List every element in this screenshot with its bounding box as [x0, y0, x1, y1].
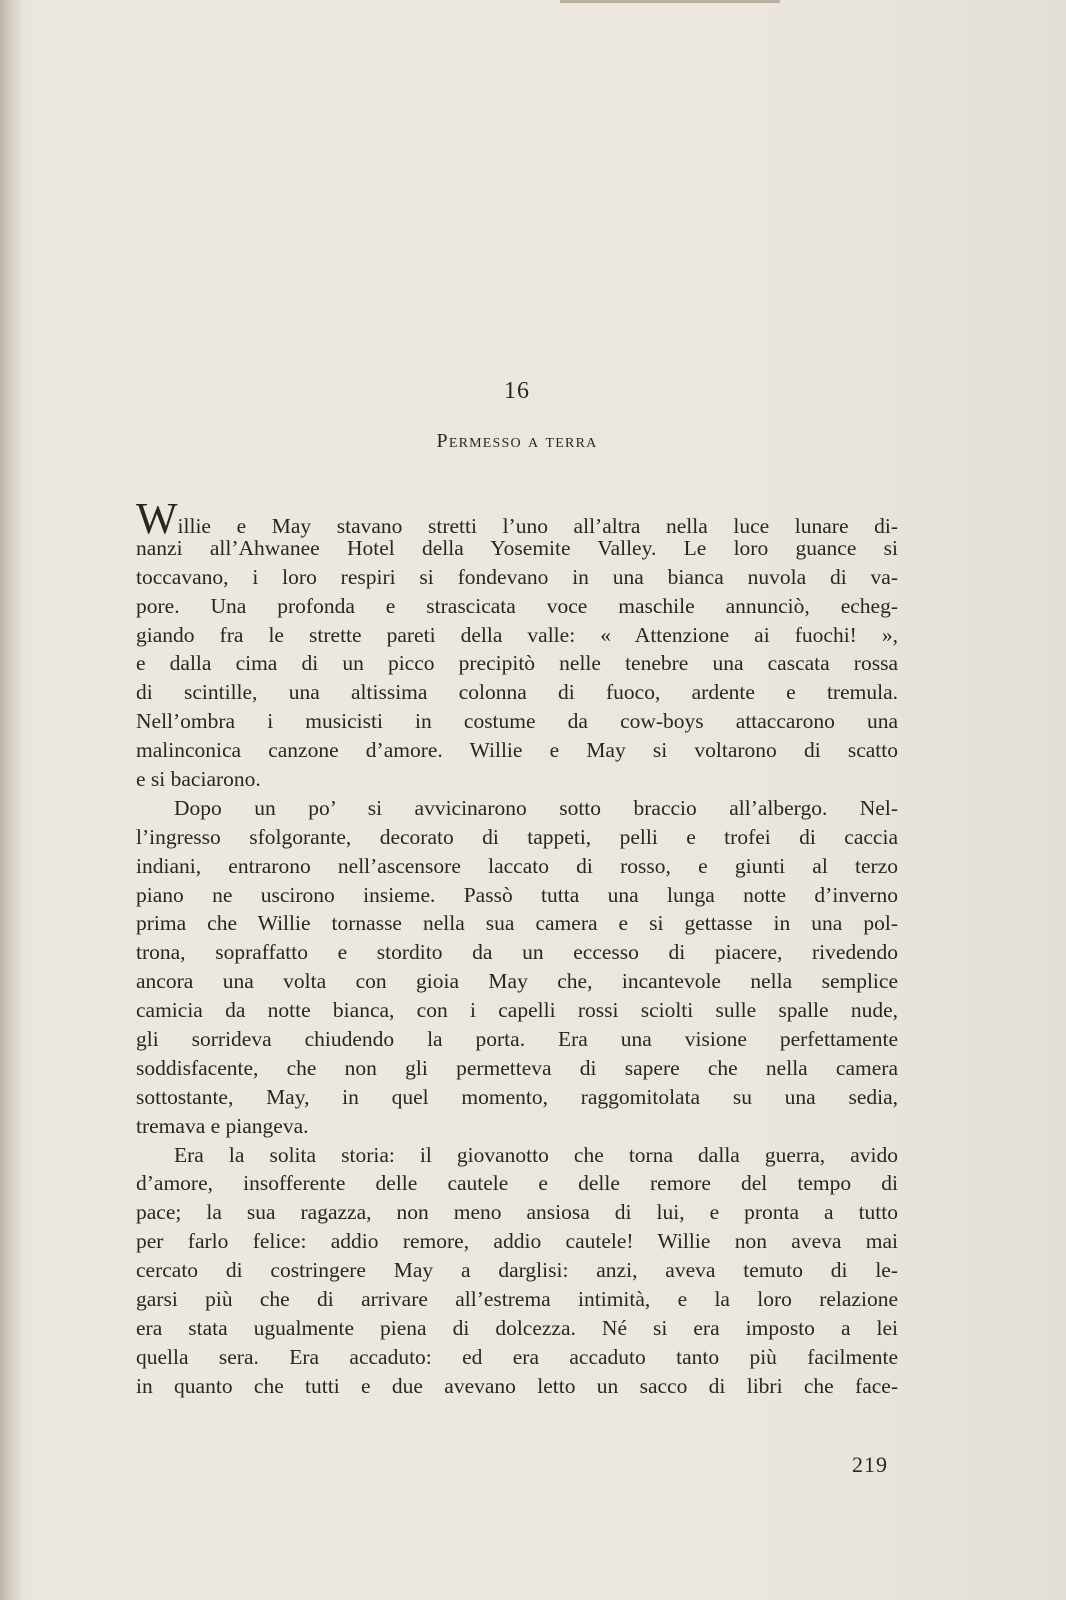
text-line: nanzi all’Ahwanee Hotel della Yosemite Valley. Le loro guance si [136, 535, 898, 560]
text-line: malinconica canzone d’amore. Willie e May si voltarono di scatto [136, 738, 898, 763]
text-line: e si baciarono. [136, 767, 261, 792]
text-line: pace; la sua ragazza, non meno ansiosa di lui, e pronta a tutto [136, 1200, 898, 1225]
page-top-edge [560, 0, 780, 3]
text-line: l’ingresso sfolgorante, decorato di tappeti, pelli e trofei di caccia [136, 824, 898, 849]
text-line: di scintille, una altissima colonna di fuoco, ardente e tremula. [136, 680, 898, 705]
text-line: cercato di costringere May a darglisi: anzi, aveva temuto di le- [136, 1258, 898, 1283]
text-line: piano ne uscirono insieme. Passò tutta una lunga notte d’inverno [136, 882, 898, 907]
text-line: sottostante, May, in quel momento, raggomitolata su una sedia, [136, 1084, 898, 1109]
chapter-number: 16 [504, 378, 530, 404]
text-line: toccavano, i loro respiri si fondevano in una bianca nuvola di va- [136, 564, 898, 589]
text-line: soddisfacente, che non gli permetteva di sapere che nella camera [136, 1055, 898, 1080]
text-line: Nell’ombra i musicisti in costume da cow-boys attaccarono una [136, 709, 898, 734]
text-line: trona, sopraffatto e stordito da un eccesso di piacere, rivedendo [136, 940, 898, 965]
text-line: e dalla cima di un picco precipitò nelle tenebre una cascata rossa [136, 651, 898, 676]
page-number: 219 [852, 1452, 888, 1477]
page-binding-shadow [0, 0, 22, 1600]
text-line: indiani, entrarono nell’ascensore laccato di rosso, e giunti al terzo [136, 853, 898, 878]
text-line: Era la solita storia: il giovanotto che torna dalla guerra, avido [174, 1142, 898, 1167]
text-line: d’amore, insofferente delle cautele e delle remore del tempo di [136, 1171, 898, 1196]
text-line: prima che Willie tornasse nella sua camera e si gettasse in una pol- [136, 911, 898, 936]
body-text [136, 494, 898, 1401]
text-line [136, 494, 898, 543]
text-line: tremava e piangeva. [136, 1113, 309, 1138]
text-line: per farlo felice: addio remore, addio cautele! Willie non aveva mai [136, 1229, 898, 1254]
drop-cap: W [136, 494, 178, 543]
text-line-content: illie e May stavano stretti l’uno all’altra nella luce lunare di- [177, 514, 898, 538]
text-line: giando fra le strette pareti della valle: « Attenzione ai fuochi! », [136, 622, 898, 647]
text-line: ancora una volta con gioia May che, incantevole nella semplice [136, 969, 898, 994]
text-line: Dopo un po’ si avvicinarono sotto braccio all’albergo. Nel- [174, 795, 898, 820]
text-line: pore. Una profonda e strascicata voce maschile annunciò, echeg- [136, 593, 898, 618]
text-line: garsi più che di arrivare all’estrema intimità, e la loro relazione [136, 1287, 898, 1312]
text-line: in quanto che tutti e due avevano letto un sacco di libri che face- [136, 1373, 898, 1398]
text-line: era stata ugualmente piena di dolcezza. Né si era imposto a lei [136, 1315, 898, 1340]
text-line: gli sorrideva chiudendo la porta. Era una visione perfettamente [136, 1027, 898, 1052]
text-line: quella sera. Era accaduto: ed era accaduto tanto più facilmente [136, 1344, 898, 1369]
text-line: camicia da notte bianca, con i capelli rossi sciolti sulle spalle nude, [136, 998, 898, 1023]
chapter-title: Permesso a terra [436, 430, 598, 452]
